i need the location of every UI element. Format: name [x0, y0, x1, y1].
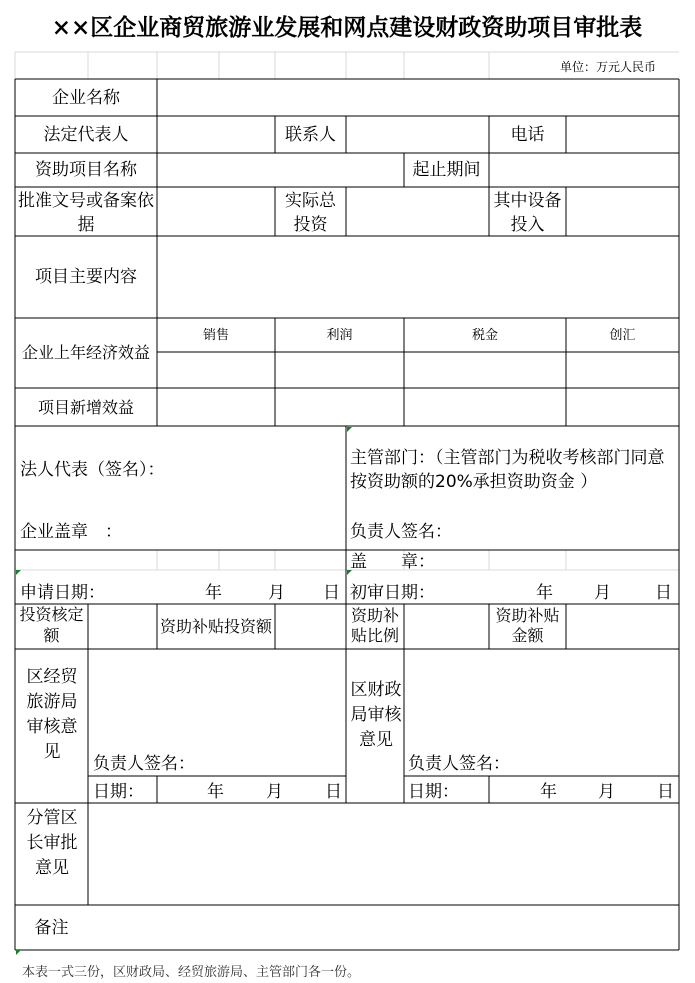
label-new-benefit: 项目新增效益 [37, 398, 134, 417]
label-company-name: 企业名称 [52, 88, 120, 108]
label-contact: 联系人 [285, 125, 336, 145]
label-responsible-sign: 负责人签名： [350, 522, 452, 542]
col-profit: 利润 [326, 328, 353, 343]
finance-year: 年 [540, 782, 557, 802]
trade-month: 月 [266, 782, 283, 802]
label-total-investment: 实际总投资 [285, 191, 336, 235]
unit-note: 单位：万元人民币 [560, 60, 657, 74]
label-project-name: 资助项目名称 [35, 160, 137, 180]
finance-month: 月 [598, 782, 615, 802]
label-remarks: 备注 [34, 918, 69, 938]
label-trade-bureau: 区经贸旅游局审核意见 [26, 667, 78, 762]
label-legal-signature: 法人代表（签名）： [20, 460, 165, 480]
trade-responsible-sign: 负责人签名： [93, 754, 195, 774]
finance-date-label: 日期： [408, 782, 459, 802]
col-forex: 创汇 [609, 328, 636, 343]
apply-year: 年 [205, 583, 222, 603]
label-apply-date: 申请日期： [20, 583, 105, 603]
label-subsidy-investment: 资助补贴投资额 [159, 617, 272, 636]
trade-day: 日 [325, 782, 342, 802]
label-approval-doc: 批准文号或备案依据 [18, 191, 154, 235]
label-subsidy-amount: 资助补贴金额 [495, 606, 560, 645]
footer-note: 本表一式三份，区财政局、经贸旅游局、主管部门各一份。 [22, 965, 361, 980]
label-supervisor: 主管部门：（主管部门为税收考核部门同意按资助额的20%承担资助资金 ） [350, 448, 665, 492]
apply-day: 日 [323, 583, 340, 603]
form-title: ××区企业商贸旅游业发展和网点建设财政资助项目审批表 [51, 14, 643, 41]
trade-date-label: 日期： [93, 782, 144, 802]
col-sales: 销售 [202, 328, 229, 343]
label-phone: 电话 [510, 125, 545, 145]
label-finance-bureau: 区财政局审核意见 [350, 680, 402, 750]
trade-year: 年 [207, 782, 224, 802]
review-month: 月 [594, 583, 611, 603]
apply-month: 月 [268, 583, 285, 603]
finance-responsible-sign: 负责人签名： [408, 754, 510, 774]
review-year: 年 [536, 583, 553, 603]
cell-marker [16, 950, 21, 955]
label-seal: 盖 章： [350, 552, 435, 572]
label-main-content: 项目主要内容 [35, 267, 137, 287]
label-company-seal: 企业盖章 ： [20, 522, 122, 542]
label-approved-investment: 投资核定额 [19, 605, 84, 645]
label-period: 起止期间 [412, 160, 481, 180]
col-tax: 税金 [471, 328, 498, 343]
label-district-head: 分管区长审批意见 [26, 808, 78, 878]
label-subsidy-ratio: 资助补贴比例 [350, 606, 399, 645]
label-legal-rep: 法定代表人 [43, 125, 129, 145]
label-first-review-date: 初审日期： [350, 583, 435, 603]
cell-marker [16, 570, 21, 575]
cell-marker [347, 427, 352, 432]
label-equipment-investment: 其中设备投入 [493, 191, 562, 235]
label-last-year-benefit: 企业上年经济效益 [21, 343, 150, 362]
finance-day: 日 [657, 782, 674, 802]
review-day: 日 [655, 583, 672, 603]
